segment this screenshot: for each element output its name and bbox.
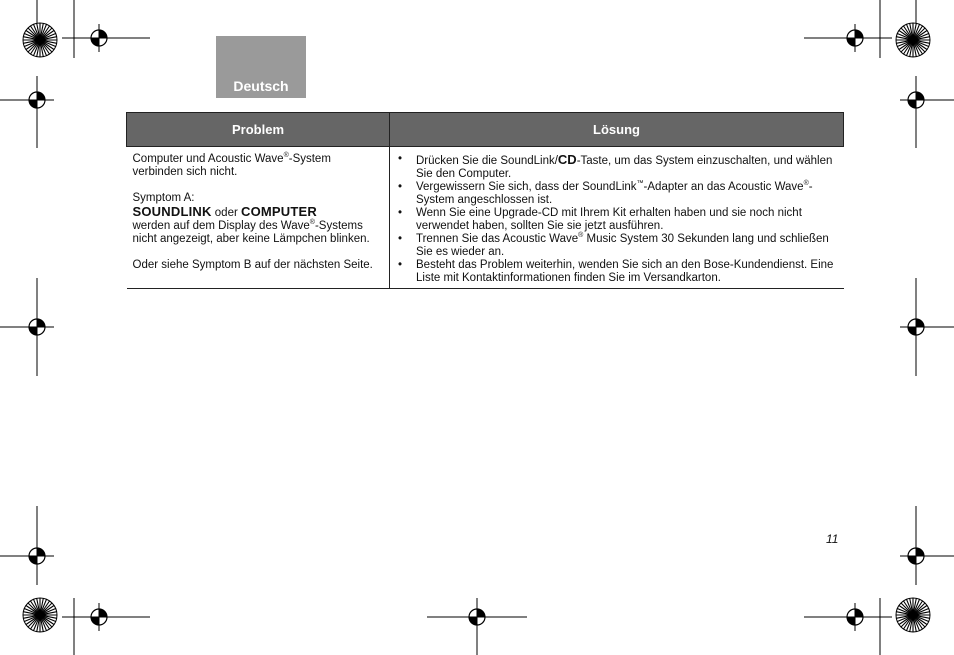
table-row [127, 147, 844, 289]
display-indicator-line: SOUNDLINK oder COMPUTER [132, 204, 317, 219]
display-word-computer: COMPUTER [241, 204, 317, 219]
bullet-icon: • [398, 153, 403, 165]
troubleshooting-table [126, 112, 844, 289]
table-header-row [127, 113, 844, 147]
see-symptom-b-note: Oder siehe Symptom B auf der nächsten Seite. [132, 259, 373, 271]
list-item: • Trennen Sie das Acoustic Wave® Music System 30 Sekunden lang und schließen Sie es wieder an. [398, 232, 829, 258]
page-number: 11 [826, 532, 839, 546]
bullet-icon: • [398, 207, 403, 219]
problem-column-header: Problem [127, 113, 390, 147]
solution-column-header: Lösung [390, 113, 844, 147]
symptom-detail: werden auf dem Display des Wave®-Systems nicht angezeigt, aber keine Lämpchen blinken. [132, 219, 370, 245]
symptom-label: Symptom A: [132, 192, 195, 204]
list-item: • Besteht das Problem weiterhin, wenden Sie sich an den Bose-Kundendienst. Eine Liste mit Kontaktinformationen finden Sie im Versandkarton. [398, 259, 834, 284]
display-word-soundlink: SOUNDLINK [132, 204, 212, 219]
language-tab: Deutsch [216, 36, 306, 98]
list-item: • Vergewissern Sie sich, dass der SoundLink™-Adapter an das Acoustic Wave®-System angeschlossen ist. [398, 180, 813, 206]
solution-list [398, 153, 838, 285]
problem-description: Computer und Acoustic Wave®-System verbinden sich nicht. [132, 152, 331, 178]
list-item: • Drücken Sie die SoundLink/CD-Taste, um das System einzuschalten, und wählen Sie den Computer. [398, 152, 833, 180]
problem-cell [127, 147, 390, 289]
solution-cell [390, 147, 844, 289]
bullet-icon: • [398, 233, 403, 245]
bullet-icon: • [398, 181, 403, 193]
bullet-icon: • [398, 259, 403, 271]
list-item: • Wenn Sie eine Upgrade-CD mit Ihrem Kit erhalten haben und sie noch nicht verwendet haben, sollten Sie sie jetzt ausführen. [398, 207, 802, 232]
